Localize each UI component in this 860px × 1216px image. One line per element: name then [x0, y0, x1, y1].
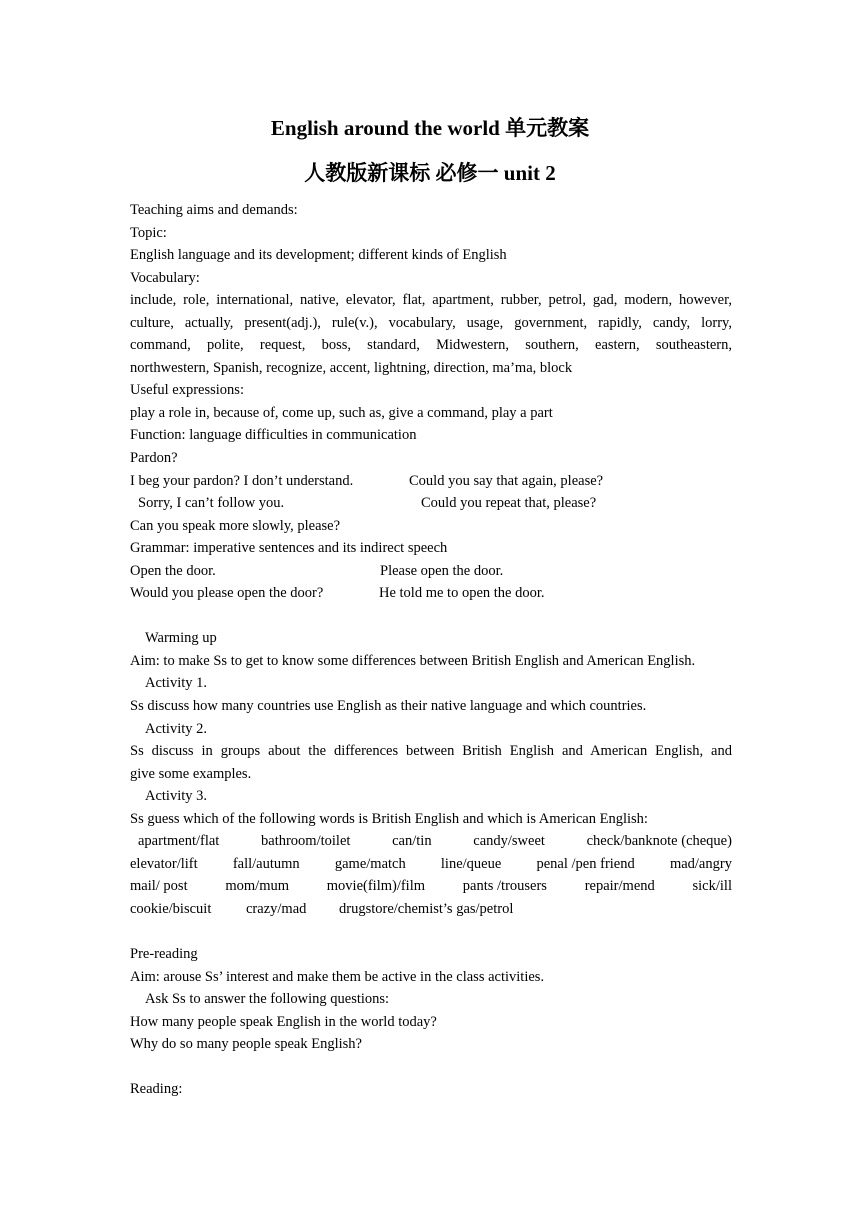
grammar-example: Would you please open the door? — [130, 585, 324, 602]
word-pair: movie(film)/film — [326, 878, 426, 895]
warming-up-aim: Aim: to make Ss to get to know some differences between British English and American English. — [130, 652, 696, 669]
function-expression: Sorry, I can’t follow you. — [138, 495, 285, 512]
word-pair: penal /pen friend — [536, 855, 635, 872]
pre-reading-question: Why do so many people speak English? — [130, 1036, 362, 1053]
word-pair: sick/ill — [692, 878, 732, 895]
blank-line — [130, 605, 732, 628]
word-pairs-row — [130, 853, 732, 876]
activity-2-heading: Activity 2. — [145, 720, 208, 737]
grammar-row — [130, 560, 732, 583]
activity-2-text: Ss discuss in groups about the differences between British English and American English, and — [130, 743, 732, 760]
word-pair: repair/mend — [584, 878, 655, 895]
grammar-example: Open the door. — [130, 562, 216, 579]
function-expression: Can you speak more slowly, please? — [130, 517, 341, 534]
function-expression: Could you say that again, please? — [409, 472, 604, 489]
topic-label: Topic: — [130, 224, 167, 241]
grammar-example: Please open the door. — [380, 562, 504, 579]
word-pair: elevator/lift — [130, 855, 198, 872]
word-pair: fall/autumn — [232, 855, 300, 872]
vocabulary-line: command, polite, request, boss, standard, Midwestern, southern, eastern, southeastern, — [130, 337, 732, 354]
blank-line — [130, 921, 732, 944]
word-pair: pants /trousers — [462, 878, 547, 895]
word-pair: apartment/flat — [138, 833, 220, 850]
word-pair: mail/ post — [130, 878, 188, 895]
grammar-row — [130, 582, 732, 605]
reading-heading: Reading: — [130, 1081, 183, 1098]
function-row — [130, 492, 732, 515]
grammar-heading: Grammar: imperative sentences and its indirect speech — [130, 540, 448, 557]
word-pair: line/queue — [440, 855, 502, 872]
document-subtitle: 人教版新课标 必修一 unit 2 — [304, 161, 556, 185]
vocabulary-line: include, role, international, native, elevator, flat, apartment, rubber, petrol, gad, modern, however, — [130, 292, 732, 309]
activity-3-heading: Activity 3. — [145, 788, 208, 805]
word-pair: drugstore/chemist’s gas/petrol — [339, 900, 514, 917]
pre-reading-aim: Aim: arouse Ss’ interest and make them be active in the class activities. — [130, 968, 545, 985]
word-pair: mad/angry — [669, 855, 732, 872]
pardon-text: Pardon? — [130, 450, 178, 467]
word-pair: mom/mum — [225, 878, 290, 895]
activity-3-text: Ss guess which of the following words is British English and which is American English: — [130, 810, 648, 827]
teaching-aims-heading: Teaching aims and demands: — [130, 202, 298, 218]
grammar-example: He told me to open the door. — [379, 585, 545, 602]
useful-expressions-label: Useful expressions: — [130, 382, 244, 399]
activity-1-text: Ss discuss how many countries use English as their native language and which countries. — [130, 698, 647, 715]
word-pair: can/tin — [392, 833, 432, 850]
word-pair: cookie/biscuit — [130, 900, 212, 917]
function-expression: I beg your pardon? I don’t understand. — [130, 472, 354, 489]
activity-1-heading: Activity 1. — [145, 675, 208, 692]
vocabulary-line: culture, actually, present(adj.), rule(v.), vocabulary, usage, government, rapidly, candy, lorry, — [130, 314, 732, 331]
word-pair: crazy/mad — [246, 900, 307, 917]
word-pair: check/banknote (cheque) — [586, 833, 732, 850]
vocabulary-line: northwestern, Spanish, recognize, accent, lightning, direction, ma’ma, block — [130, 359, 573, 376]
activity-2-text: give some examples. — [130, 765, 252, 782]
function-row — [130, 470, 732, 493]
word-pair: candy/sweet — [473, 833, 545, 850]
function-heading: Function: language difficulties in communication — [130, 427, 417, 444]
word-pairs-row — [130, 875, 732, 898]
vocabulary-label: Vocabulary: — [130, 269, 200, 286]
topic-text: English language and its development; different kinds of English — [130, 247, 507, 264]
word-pair: game/match — [334, 855, 406, 872]
warming-up-heading: Warming up — [145, 630, 217, 647]
pre-reading-question: How many people speak English in the world today? — [130, 1013, 437, 1030]
useful-expressions-text: play a role in, because of, come up, such as, give a command, play a part — [130, 404, 553, 421]
pre-reading-instruction: Ask Ss to answer the following questions: — [145, 991, 390, 1008]
word-pairs-row — [130, 830, 732, 853]
document-title: English around the world 单元教案 — [270, 116, 590, 140]
document-body — [130, 199, 732, 1101]
function-expression: Could you repeat that, please? — [421, 495, 597, 512]
blank-line — [130, 1056, 732, 1079]
word-pair: bathroom/toilet — [261, 833, 351, 850]
word-pairs-row — [130, 898, 732, 921]
pre-reading-heading: Pre-reading — [130, 946, 198, 963]
